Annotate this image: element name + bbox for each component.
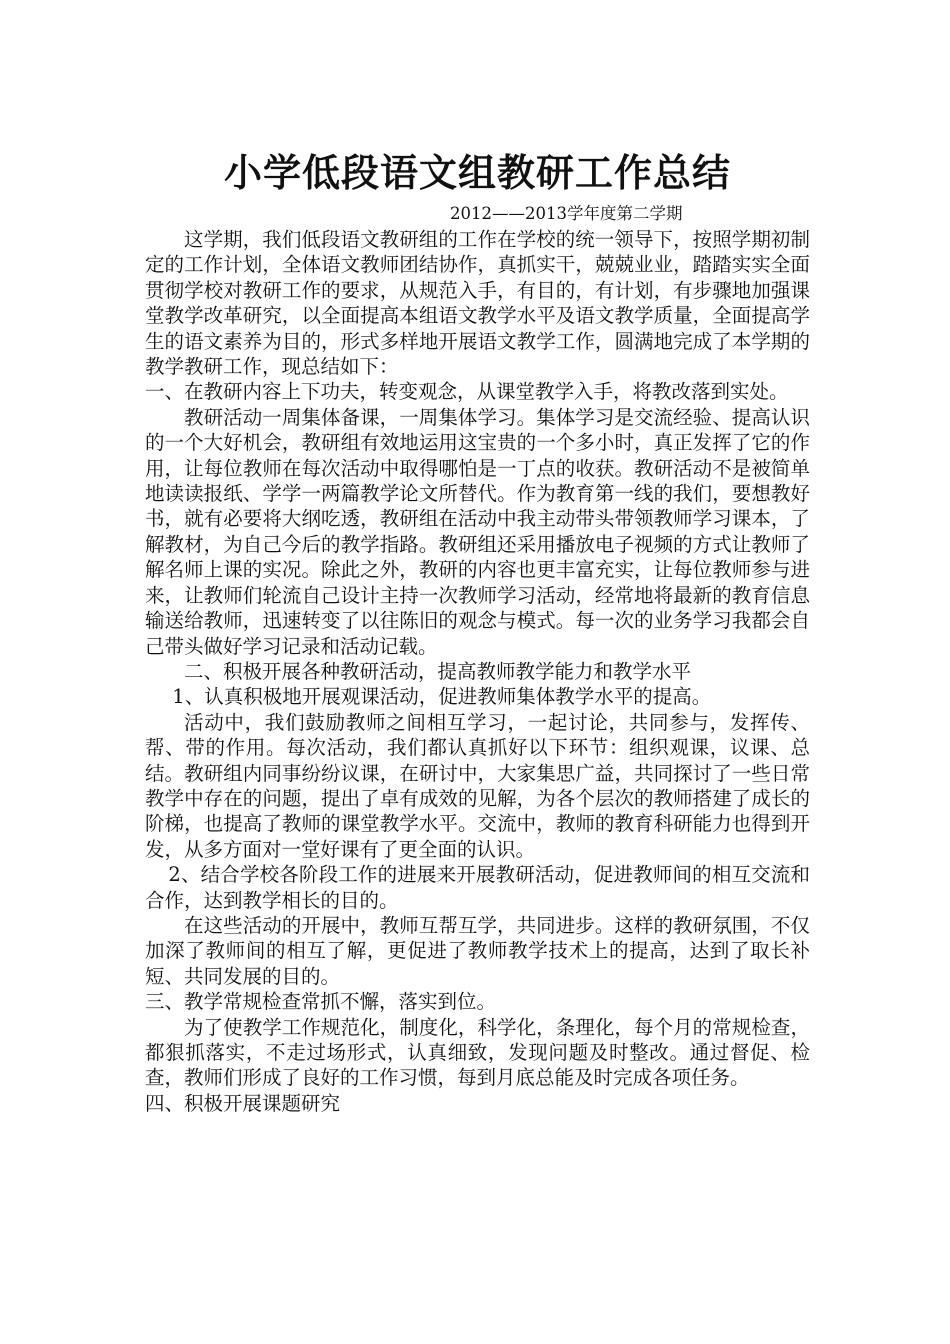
paragraph-2-2: 在这些活动的开展中，教师互帮互学，共同进步。这样的教研氛围，不仅加深了教师间的相互了解，更促进了教师教学技术上的提高，达到了取长补短、共同发展的目的。 [145, 913, 810, 988]
heading-section-1: 一、在教研内容上下功夫，转变观念，从课堂教学入手，将教改落到实处。 [145, 380, 789, 404]
paragraph-intro: 这学期，我们低段语文教研组的工作在学校的统一领导下，按照学期初制定的工作计划，全体语文教师团结协作，真抓实干，兢兢业业，踏踏实实全面贯彻学校对教研工作的要求，从规范入手，有目的，有计划，有步骤地加强课堂教学改革研究，以全面提高本组语文教学水平及语文教学质量，全面提高学生的语文素养为目的，形式多样地开展语文教学工作，圆满地完成了本学期的教学教研工作，现总结如下： [145, 228, 810, 379]
paragraph-section-1: 教研活动一周集体备课，一周集体学习。集体学习是交流经验、提高认识的一个大好机会，教研组有效地运用这宝贵的一个多小时，真正发挥了它的作用，让每位教师在每次活动中取得哪怕是一丁点的收获。教研活动不是被简单地读读报纸、学学一两篇教学论文所替代。作为教育第一线的我们，要想教好书，就有必要将大纲吃透，教研组在活动中我主动带头带领教师学习课本，了解教材，为自己今后的教学指路。教研组还采用播放电子视频的方式让教师了解名师上课的实况。除此之外，教研的内容也更丰富充实，让每位教师参与进来，让教师们轮流自己设计主持一次教师学习活动，经常地将最新的教育信息输送给教师，迅速转变了以往陈旧的观念与模式。每一次的业务学习我都会自己带头做好学习记录和活动记载。 [145, 405, 810, 658]
subheading-2-1: 1、认真积极地开展观课活动，促进教师集体教学水平的提高。 [172, 685, 712, 709]
document-title: 小学低段语文组教研工作总结 [223, 150, 731, 195]
heading-section-4: 四、积极开展课题研究 [145, 1091, 341, 1115]
paragraph-2-1: 活动中，我们鼓励教师之间相互学习，一起讨论，共同参与，发挥传、帮、带的作用。每次活动，我们都认真抓好以下环节：组织观课，议课、总结。教研组内同事纷纷议课，在研讨中，大家集思广益，共同探讨了一些日常教学中存在的问题，提出了卓有成效的见解，为各个层次的教师搭建了成长的阶梯，也提高了教师的课堂教学水平。交流中，教师的教育科研能力也得到开发，从多方面对一堂好课有了更全面的认识。 [145, 710, 810, 861]
document-subtitle: 2012——2013学年度第二学期 [450, 204, 683, 223]
document-body [145, 227, 810, 1116]
heading-section-3: 三、教学常规检查常抓不懈，落实到位。 [145, 990, 497, 1014]
subheading-2-2: 2、结合学校各阶段工作的进展来开展教研活动，促进教师间的相互交流和合作，达到教学相长的目的。 [145, 863, 810, 912]
heading-section-2: 二、积极开展各种教研活动，提高教师教学能力和教学水平 [184, 659, 692, 683]
paragraph-section-3: 为了使教学工作规范化，制度化，科学化，条理化，每个月的常规检查，都狠抓落实，不走过场形式，认真细致，发现问题及时整改。通过督促、检查，教师们形成了良好的工作习惯，每到月底总能及时完成各项任务。 [145, 1015, 810, 1090]
